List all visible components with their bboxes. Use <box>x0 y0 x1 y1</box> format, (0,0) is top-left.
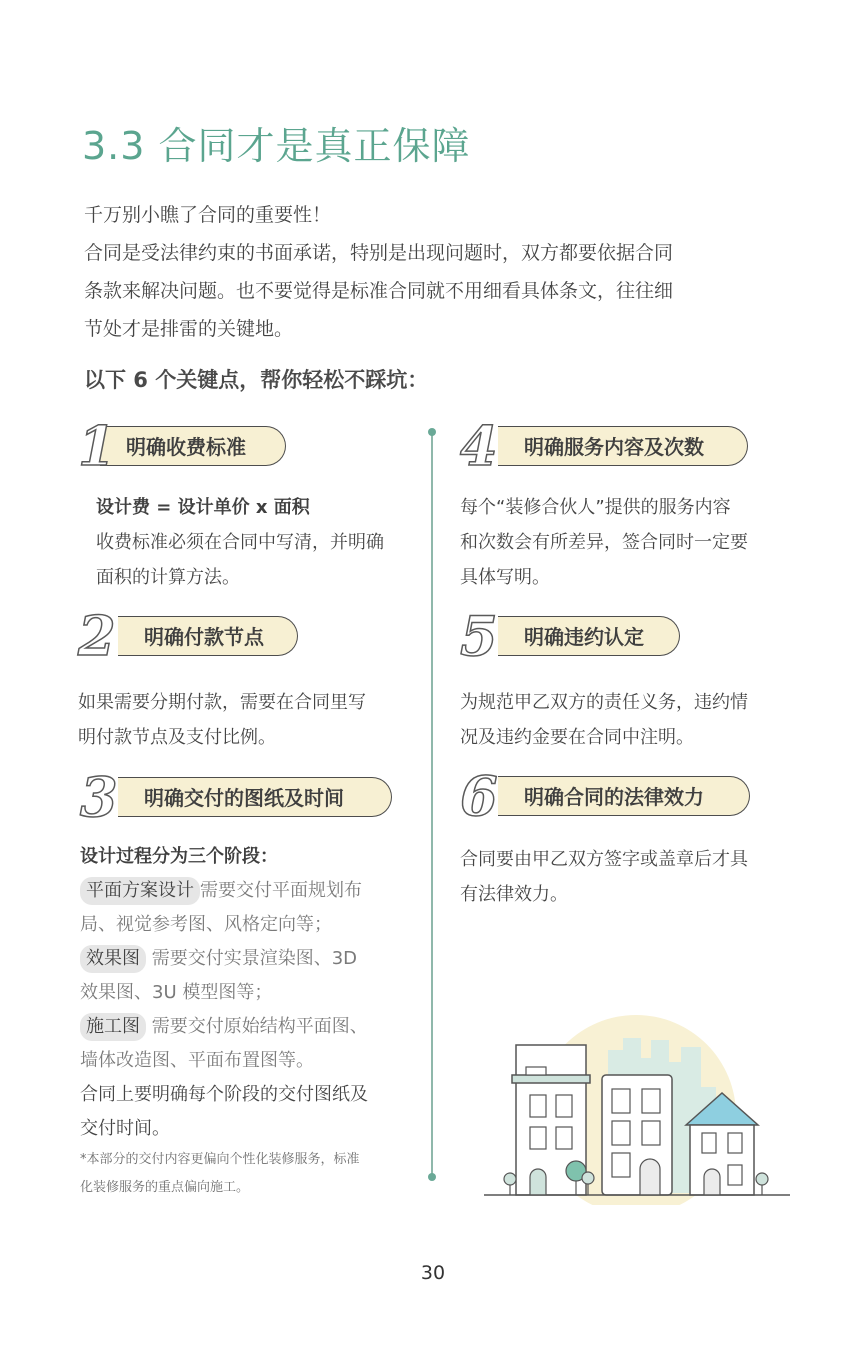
body-line: 如果需要分期付款，需要在合同里写 <box>78 692 366 713</box>
point-number: 2 <box>78 604 116 668</box>
stage-line <box>80 874 420 908</box>
stage-desc: 墙体改造图、平面布置图等。 <box>80 1050 314 1071</box>
point-title-pill: 明确收费标准 <box>100 426 286 466</box>
point-number: 5 <box>460 604 498 668</box>
formula-line: 设计费 = 设计单价 x 面积 <box>96 497 310 518</box>
point-number: 4 <box>460 414 498 478</box>
footnote-line: 化装修服务的重点偏向施工。 <box>80 1180 250 1195</box>
point-body <box>460 842 748 912</box>
body-line: 况及违约金要在合同中注明。 <box>460 727 694 748</box>
body-line: 明付款节点及支付比例。 <box>78 727 276 748</box>
buildings-illustration <box>478 1005 798 1205</box>
point-number: 6 <box>460 764 498 828</box>
stage-tag: 平面方案设计 <box>80 877 200 905</box>
point-body <box>460 685 748 755</box>
stage-desc: 需要交付平面规划布 <box>200 880 362 901</box>
point-body <box>78 685 366 755</box>
stage-line <box>80 942 420 976</box>
divider-dot-bottom <box>428 1173 436 1181</box>
page-title: 3.3 合同才是真正保障 <box>82 124 471 168</box>
intro-line: 千万别小瞧了合同的重要性！ <box>84 204 332 226</box>
page-number: 30 <box>420 1262 446 1284</box>
point-title-pill: 明确违约认定 <box>498 616 680 656</box>
intro-line: 条款来解决问题。也不要觉得是标准合同就不用细看具体条文，往往细 <box>84 280 674 302</box>
column-divider <box>431 432 433 1177</box>
stage-tag: 施工图 <box>80 1013 146 1041</box>
body-line: 收费标准必须在合同中写清，并明确 <box>96 532 384 553</box>
stage-desc: 需要交付实景渲染图、3D <box>151 948 358 969</box>
body-line: 和次数会有所差异，签合同时一定要 <box>460 532 748 553</box>
body-line: 为规范甲乙双方的责任义务，违约情 <box>460 692 748 713</box>
stage-desc: 效果图、3U 模型图等； <box>80 982 273 1003</box>
body-line: 有法律效力。 <box>460 884 568 905</box>
intro-line: 合同是受法律约束的书面承诺，特别是出现问题时，双方都要依据合同 <box>84 242 674 264</box>
stages-intro: 设计过程分为三个阶段： <box>80 846 278 867</box>
body-line: 面积的计算方法。 <box>96 567 240 588</box>
point-number: 1 <box>78 414 116 478</box>
point-body <box>80 840 420 1202</box>
footnote-line: *本部分的交付内容更偏向个性化装修服务，标准 <box>80 1152 360 1167</box>
point-number: 3 <box>80 765 118 829</box>
body-line: 具体写明。 <box>460 567 550 588</box>
point-title-pill: 明确交付的图纸及时间 <box>118 777 392 817</box>
intro-paragraph <box>84 196 804 348</box>
key-points-heading: 以下 6 个关键点，帮你轻松不踩坑： <box>84 368 429 392</box>
divider-dot-top <box>428 428 436 436</box>
point-body <box>96 490 384 595</box>
point-title-pill: 明确付款节点 <box>118 616 298 656</box>
stage-desc: 需要交付原始结构平面图、 <box>151 1016 368 1037</box>
point-title-pill: 明确服务内容及次数 <box>498 426 748 466</box>
closing-line: 交付时间。 <box>80 1118 170 1139</box>
stage-desc: 局、视觉参考图、风格定向等； <box>80 914 332 935</box>
point-body <box>460 490 748 595</box>
stage-line <box>80 1010 420 1044</box>
stage-tag: 效果图 <box>80 945 146 973</box>
point-title-pill: 明确合同的法律效力 <box>498 776 750 816</box>
body-line: 每个“装修合伙人”提供的服务内容 <box>460 497 731 518</box>
closing-line: 合同上要明确每个阶段的交付图纸及 <box>80 1084 368 1105</box>
body-line: 合同要由甲乙双方签字或盖章后才具 <box>460 849 748 870</box>
intro-line: 节处才是排雷的关键地。 <box>84 318 294 340</box>
